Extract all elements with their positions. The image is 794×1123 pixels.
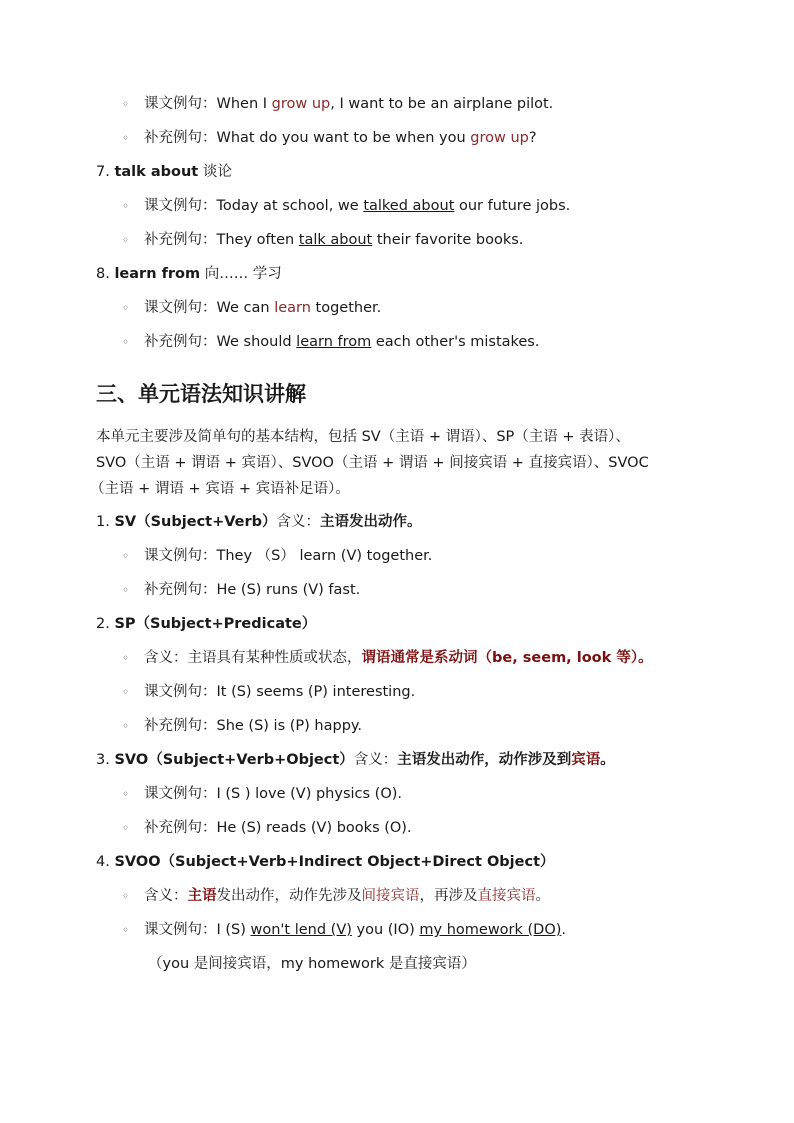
example-g2b: ◦ 补充例句：She (S) is (P) happy. [122,718,363,734]
example-s7a: ◦ 课文例句：Today at school, we talked about our future jobs. [122,198,571,214]
example-g3b: ◦ 补充例句：He (S) reads (V) books (O). [122,820,412,836]
example-g1b: ◦ 补充例句：He (S) runs (V) fast. [122,582,361,598]
section-title: 三、单元语法知识讲解 [96,382,306,406]
grammar-heading-3: 3. SVO（Subject+Verb+Object）含义：主语发出动作，动作涉及到宾语。 [96,752,615,768]
intro-line-1: 本单元主要涉及简单句的基本结构，包括 SV（主语 + 谓语）、SP（主语 + 表语）、 [96,429,630,445]
meaning-g4: ◦ 含义：主语发出动作，动作先涉及间接宾语，再涉及直接宾语。 [122,888,550,904]
bullet-icon: ◦ [122,583,130,597]
bullet-icon: ◦ [122,889,130,903]
bullet-icon: ◦ [122,301,130,315]
example-g3a: ◦ 课文例句：I (S ) love (V) physics (O). [122,786,403,802]
bullet-icon: ◦ [122,131,130,145]
intro-line-3: （主语 + 谓语 + 宾语 + 宾语补足语）。 [90,481,350,497]
example-g1a: ◦ 课文例句：They （S） learn (V) together. [122,548,433,564]
bullet-icon: ◦ [122,821,130,835]
bullet-icon: ◦ [122,685,130,699]
example-g4a: ◦ 课文例句：I (S) won't lend (V) you (IO) my homework (DO). [122,922,567,938]
example-s8b: ◦ 补充例句：We should learn from each other's mistakes. [122,334,540,350]
grammar-heading-1: 1. SV（Subject+Verb）含义：主语发出动作。 [96,514,422,530]
bullet-icon: ◦ [122,651,130,665]
phrase-heading-8: 8. learn from 向…… 学习 [96,266,282,282]
meaning-g2: ◦ 含义：主语具有某种性质或状态，谓语通常是系动词（be, seem, look 等）。 [122,650,653,666]
bullet-icon: ◦ [122,97,130,111]
example-s6b: ◦ 补充例句：What do you want to be when you grow up? [122,130,537,146]
phrase-heading-7: 7. talk about 谈论 [96,164,232,180]
bullet-icon: ◦ [122,923,130,937]
bullet-icon: ◦ [122,335,130,349]
example-g2a: ◦ 课文例句：It (S) seems (P) interesting. [122,684,416,700]
example-s8a: ◦ 课文例句：We can learn together. [122,300,382,316]
intro-line-2: SVO（主语 + 谓语 + 宾语）、SVOO（主语 + 谓语 + 间接宾语 + 直接宾语）、SVOC [96,455,649,471]
example-s6a: ◦ 课文例句：When I grow up, I want to be an airplane pilot. [122,96,554,112]
grammar-heading-2: 2. SP（Subject+Predicate） [96,616,317,632]
bullet-icon: ◦ [122,719,130,733]
bullet-icon: ◦ [122,233,130,247]
bullet-icon: ◦ [122,549,130,563]
note-g4: （you 是间接宾语，my homework 是直接宾语） [148,956,476,972]
bullet-icon: ◦ [122,787,130,801]
example-s7b: ◦ 补充例句：They often talk about their favorite books. [122,232,524,248]
bullet-icon: ◦ [122,199,130,213]
grammar-heading-4: 4. SVOO（Subject+Verb+Indirect Object+Direct Object） [96,854,555,870]
